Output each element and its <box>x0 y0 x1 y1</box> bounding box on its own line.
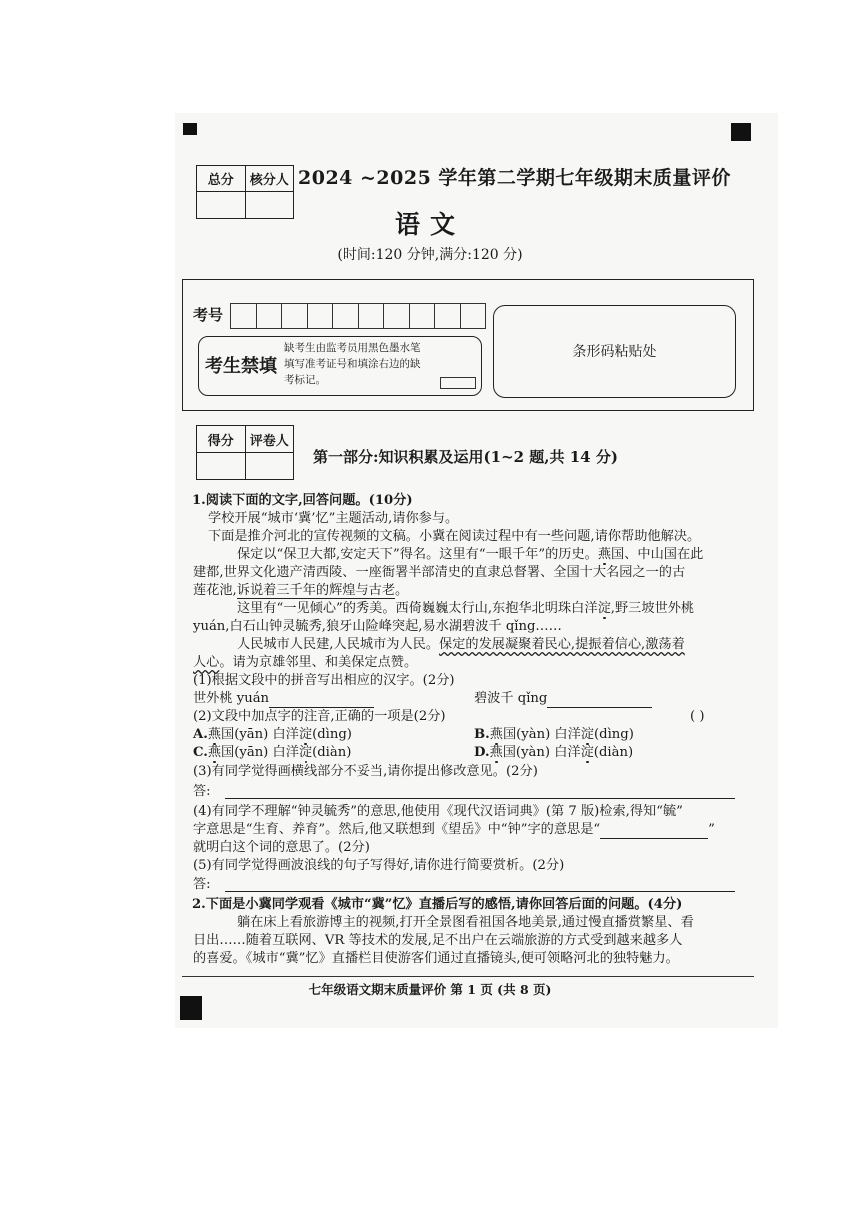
option-c[interactable] <box>193 744 351 762</box>
option-a[interactable] <box>193 726 352 744</box>
option-text: (dìng) <box>312 727 352 742</box>
q1-sub3: (3)有同学觉得画横线部分不妥当,请你提出修改意见。(2分) <box>193 764 538 779</box>
passage-text: 字意思是“生育、养育”。然后,他又联想到《望岳》中“钟”字的意思是“ <box>193 822 601 837</box>
exam-number-cell[interactable] <box>332 303 359 329</box>
exam-number-cell[interactable] <box>281 303 308 329</box>
dotted-char: 淀 <box>597 601 611 616</box>
dotted-char: 淀 <box>298 727 313 742</box>
pinyin-prompt: 世外桃 yuán <box>193 691 270 706</box>
exam-number-cell[interactable] <box>256 303 283 329</box>
exam-number-cell[interactable] <box>307 303 334 329</box>
section-score-cell[interactable] <box>197 453 246 480</box>
q2-passage-line: 躺在床上看旅游博主的视频,打开全景图看祖国各地美景,通过慢直播赏繁星、看 <box>237 915 694 930</box>
time-info: (时间:120 分钟,满分:120 分) <box>337 247 523 263</box>
section-one-title: 第一部分:知识积累及运用(1~2 题,共 14 分) <box>313 448 618 466</box>
footer-divider <box>182 976 754 977</box>
section-score-label: 得分 <box>197 426 246 453</box>
pinyin-prompt: 碧波千 qǐng <box>474 691 548 706</box>
restricted-note <box>284 340 434 388</box>
choice-parentheses[interactable]: ( ) <box>690 709 705 724</box>
answer-line[interactable] <box>225 891 735 892</box>
grader-label: 评卷人 <box>245 426 294 453</box>
q1-sub4-line <box>193 821 715 839</box>
exam-number-cells[interactable] <box>231 303 486 329</box>
exam-number-cell[interactable] <box>383 303 410 329</box>
corner-mark-top-right <box>731 123 751 141</box>
exam-number-cell[interactable] <box>434 303 461 329</box>
absent-mark-box[interactable] <box>440 377 476 389</box>
option-letter: C. <box>193 745 208 760</box>
exam-title: 2024 ~2025 学年第二学期七年级期末质量评价 <box>298 167 731 189</box>
dotted-char: 淀 <box>298 745 313 760</box>
answer-label: 答: <box>193 877 211 892</box>
exam-number-cell[interactable] <box>230 303 257 329</box>
exam-number-label: 考号 <box>193 306 224 324</box>
option-text: 国(yān) 白洋 <box>221 745 299 760</box>
q2-passage-line: 的喜爱。《城市“冀”忆》直播栏目使游客们通过直播镜头,便可领略河北的独特魅力。 <box>193 951 679 966</box>
q1-heading: 1.阅读下面的文字,回答问题。(10分) <box>192 493 413 508</box>
option-d[interactable] <box>474 744 633 762</box>
corner-mark-top-left <box>183 123 197 135</box>
wavy-sentence: 保定的发展凝聚着民心,提振着信心,激荡着 <box>439 637 685 652</box>
q2-heading: 2.下面是小冀同学观看《城市“冀”忆》直播后写的感悟,请你回答后面的问题。(4分) <box>192 897 683 912</box>
passage-text: 人民城市人民建,人民城市为人民。 <box>237 637 440 652</box>
answer-blank[interactable] <box>547 707 652 708</box>
passage-line <box>237 546 703 564</box>
q1-sub1-a <box>193 690 374 708</box>
passage-text: 保定以“保卫大都,安定天下”得名。这里有“一眼千年”的历史。 <box>237 547 598 562</box>
passage-text: ” <box>708 822 715 837</box>
q2-passage-line: 日出……随着互联网、VR 等技术的发展,足不出户在云端旅游的方式受到越来越多人 <box>193 933 683 948</box>
dotted-char: 淀 <box>580 727 594 742</box>
option-text: 国(yān) 白洋 <box>221 727 299 742</box>
checker-label: 核分人 <box>245 166 294 192</box>
passage-line: yuán,白石山钟灵毓秀,狼牙山险峰突起,易水湖碧波千 qǐng…… <box>193 619 562 634</box>
passage-line <box>237 600 694 618</box>
wavy-sentence: 人心 <box>193 655 220 670</box>
restricted-note-line: 填写准考证号和填涂右边的缺 <box>284 358 421 370</box>
q1-sub4-line: 就明白这个词的意思了。(2分) <box>193 840 370 855</box>
restricted-note-line: 缺考生由监考员用黑色墨水笔 <box>284 342 421 354</box>
q1-intro-2: 下面是推介河北的宣传视频的文稿。小冀在阅读过程中有一些问题,请你帮助他解决。 <box>208 529 701 544</box>
option-text: (dìng) <box>593 727 634 742</box>
option-b[interactable] <box>474 726 634 744</box>
exam-number-cell[interactable] <box>409 303 436 329</box>
passage-text: ,野三坡世外桃 <box>610 601 695 616</box>
option-letter: A. <box>193 727 208 742</box>
dotted-char: 燕 <box>207 727 222 742</box>
option-text: 国(yàn) 白洋 <box>502 727 581 742</box>
q1-sub1-b <box>474 690 652 708</box>
corner-mark-bottom-left <box>180 996 202 1020</box>
exam-number-cell[interactable] <box>358 303 385 329</box>
exam-number-cell[interactable] <box>460 303 487 329</box>
dotted-char: 燕 <box>597 547 612 562</box>
total-score-label: 总分 <box>197 166 246 192</box>
option-text: (diàn) <box>593 745 634 760</box>
passage-text: 莲花池, <box>193 583 237 598</box>
answer-line[interactable] <box>225 798 735 799</box>
dotted-char: 燕 <box>489 727 503 742</box>
passage-line: 建都,世界文化遗产清西陵、一座衙署半部清史的直隶总督署、全国十大名园之一的古 <box>193 565 686 580</box>
dotted-char: 燕 <box>207 745 222 760</box>
q1-sub1: (1)根据文段中的拼音写出相应的汉字。(2分) <box>193 673 455 688</box>
grader-cell[interactable] <box>245 453 294 480</box>
underlined-sentence: 诉说着三千年的辉煌与古老 <box>236 583 396 598</box>
passage-line <box>193 582 408 600</box>
q1-sub2: (2)文段中加点字的注音,正确的一项是(2分) <box>193 709 446 724</box>
passage-text: 。请为京雄邻里、和美保定点赞。 <box>219 655 418 670</box>
subject-title: 语文 <box>394 210 465 239</box>
dotted-char: 燕 <box>489 745 503 760</box>
restricted-label: 考生禁填 <box>205 356 277 377</box>
answer-blank[interactable] <box>600 838 708 839</box>
q1-sub5: (5)有同学觉得画波浪线的句子写得好,请你进行简要赏析。(2分) <box>193 858 565 873</box>
option-text: 国(yàn) 白洋 <box>502 745 581 760</box>
option-text: (diàn) <box>312 745 352 760</box>
dotted-char: 淀 <box>580 745 594 760</box>
grader-table <box>196 425 294 480</box>
q1-intro: 学校开展“城市‘冀’忆”主题活动,请你参与。 <box>208 511 459 526</box>
q1-sub4-line: (4)有同学不理解“钟灵毓秀”的意思,他使用《现代汉语词典》(第 7 版)检索,得知“毓” <box>193 804 683 819</box>
option-letter: B. <box>474 727 490 742</box>
barcode-label: 条形码粘贴处 <box>572 344 657 360</box>
answer-label: 答: <box>193 784 211 799</box>
passage-line <box>193 654 417 672</box>
passage-text: 。 <box>395 583 409 598</box>
page-footer: 七年级语文期末质量评价 第 1 页 (共 8 页) <box>308 982 552 997</box>
passage-text: 这里有“一见倾心”的秀美。西倚巍巍太行山,东抱华北明珠白洋 <box>237 601 598 616</box>
passage-text: 国、中山国在此 <box>611 547 704 562</box>
restricted-note-line: 考标记。 <box>284 374 326 386</box>
passage-line <box>237 636 685 654</box>
option-letter: D. <box>474 745 490 760</box>
